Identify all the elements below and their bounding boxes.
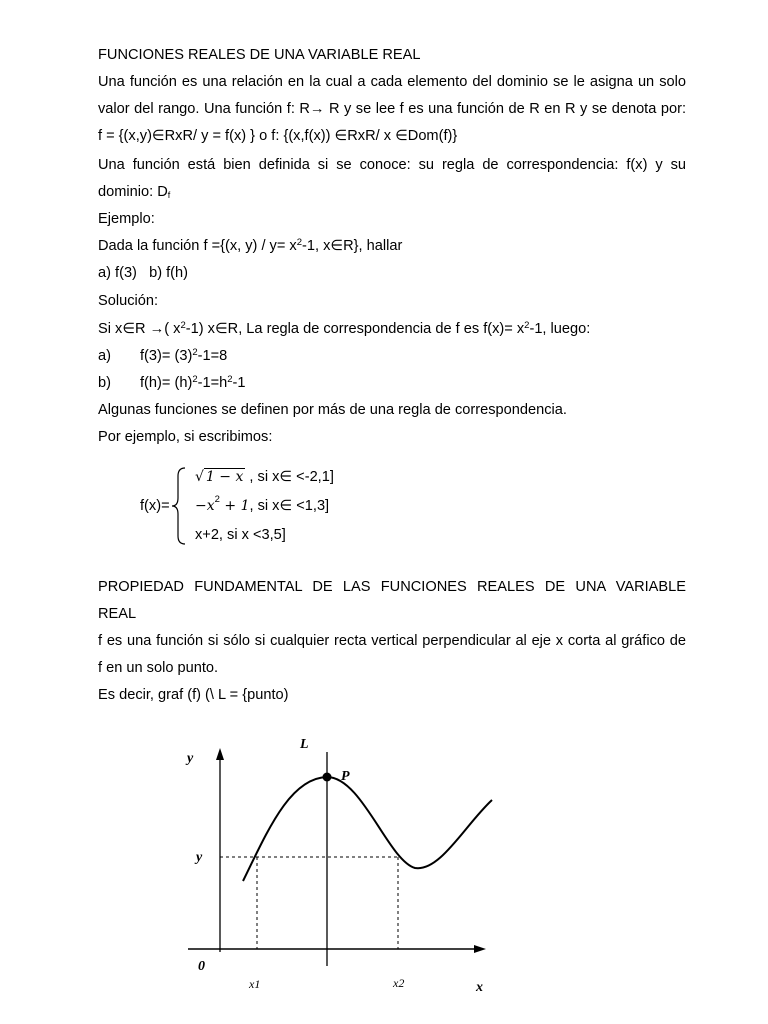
piecewise-intro-line-1: Algunas funciones se definen por más de una regla de correspondencia. (98, 402, 567, 418)
well-defined-line-2: dominio: Df (98, 184, 171, 200)
y-value-label: y (196, 850, 203, 865)
property-title-line-1: PROPIEDAD FUNDAMENTAL DE LAS FUNCIONES REALES DE UNA VARIABLE (98, 579, 686, 595)
x1-label: x1 (249, 977, 261, 991)
piecewise-lhs: f(x)= (140, 498, 170, 514)
piece-2: $-x^2 + 1$, si x∈ <1,3] (195, 494, 330, 514)
solution-item-a: a) $f(3)= (3)^2-1=8$ (98, 347, 228, 364)
definition-line-1: Una función es una relación en la cual a cada elemento del dominio se le asigna un solo (98, 74, 686, 90)
piecewise-intro-line-2: Por ejemplo, si escribimos: (98, 429, 273, 445)
section-title: FUNCIONES REALES DE UNA VARIABLE REAL (98, 47, 421, 63)
definition-line-2: valor del rango. Una función f: R→ R y se lee f es una función de R en R y se denota por: (98, 101, 686, 117)
x-axis-arrow (474, 945, 486, 953)
example-label: Ejemplo: (98, 211, 155, 227)
piece-3: x+2, si x <3,5] (195, 527, 286, 543)
property-formula: Es decir, graf (f) (\ L = {punto) (98, 687, 289, 703)
piece-1: √ 1 − x , si x∈ <-2,1] (195, 469, 334, 485)
definition-line-3: f = {(x,y)∈RxR/ y = f(x) } o f: {(x,f(x)) ∈RxR/ x ∈Dom(f)} (98, 128, 458, 144)
property-text-line-1: f es una función si sólo si cualquier recta vertical perpendicular al eje x corta al gráfico de (98, 633, 686, 649)
x2-label: x2 (393, 976, 405, 990)
vertical-line-test-graph (0, 720, 768, 1020)
P-label: P (341, 769, 350, 784)
origin-label: 0 (198, 959, 205, 974)
example-statement: Dada la función f ={(x, $y) / y= x^2-1$, x∈R}, hallar (98, 237, 403, 254)
example-questions: a) f(3) b) f(h) (98, 265, 189, 281)
solution-item-b: b) $f(h)= (h)^2-1=h^2-1$ (98, 374, 246, 391)
piecewise-function (0, 460, 768, 550)
function-curve (243, 777, 492, 881)
y-axis-arrow (216, 748, 224, 760)
left-brace (170, 466, 190, 546)
solution-rule: Si x∈R →( $x^2-1$) x∈R, La regla de correspondencia de f es $f(x)= x^2-1$, luego: (98, 320, 591, 337)
solution-label: Solución: (98, 293, 159, 309)
x-axis-label: x (476, 980, 483, 995)
property-text-line-2: f en un solo punto. (98, 660, 219, 676)
well-defined-line-1: Una función está bien definida si se conoce: su regla de correspondencia: f(x) y su (98, 157, 686, 173)
y-axis-label: y (187, 751, 194, 766)
property-title-line-2: REAL (98, 606, 137, 622)
point-P (323, 773, 332, 782)
L-label: L (300, 737, 309, 752)
